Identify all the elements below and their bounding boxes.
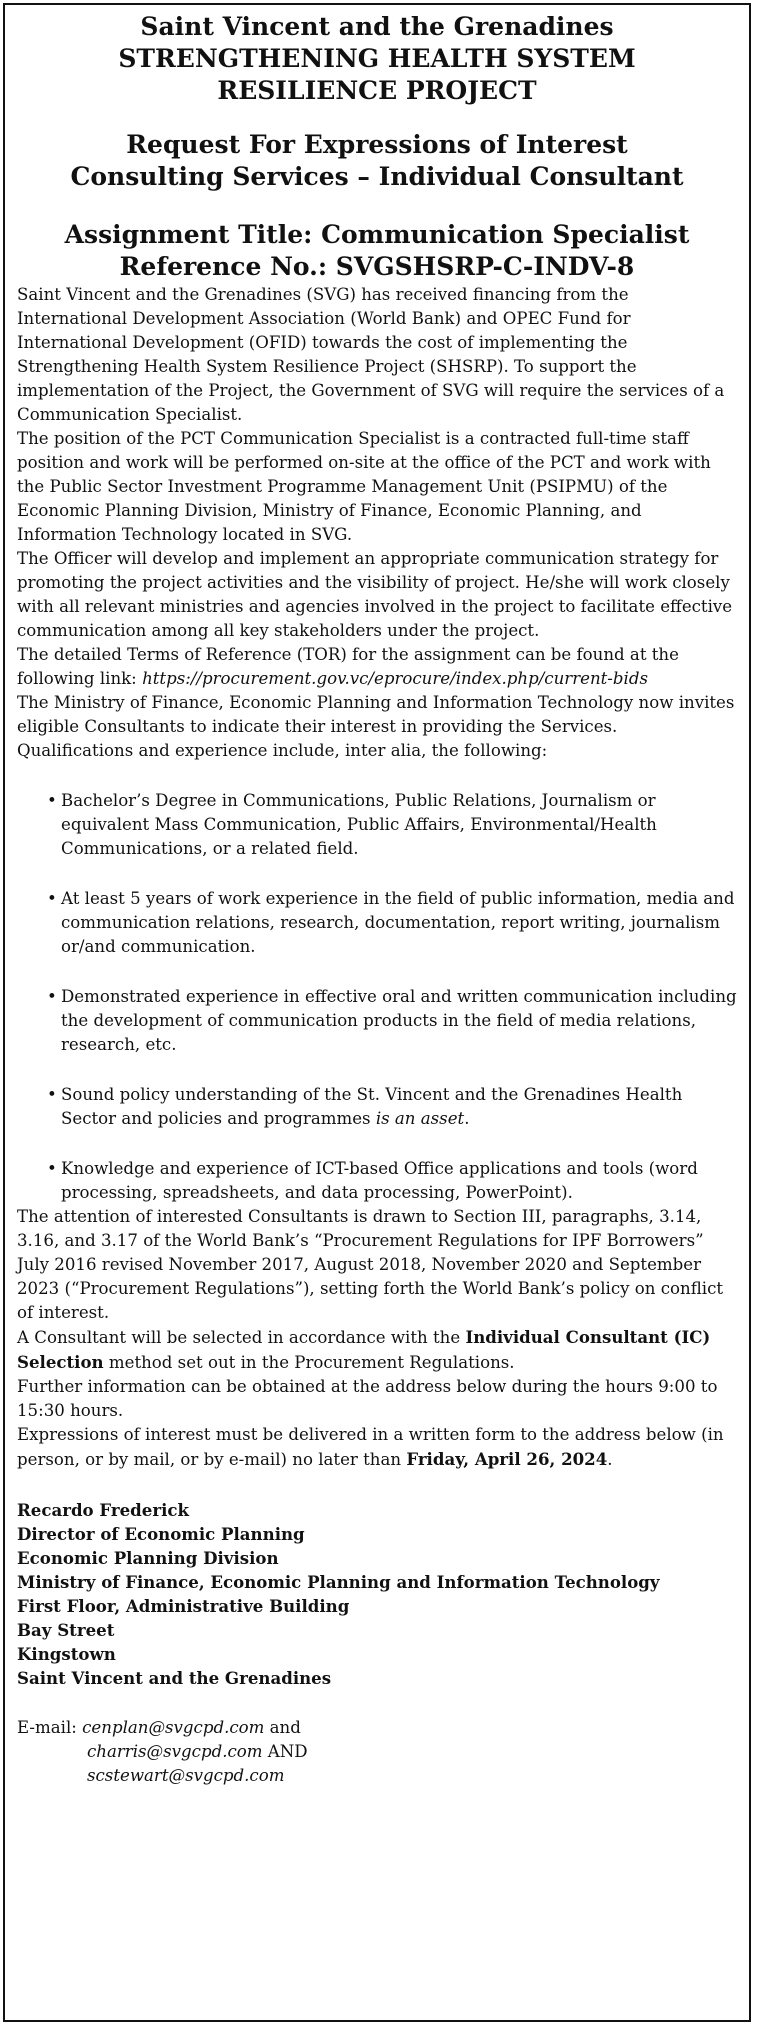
email-label: E-mail: bbox=[17, 1718, 83, 1737]
contact-title: Director of Economic Planning bbox=[17, 1524, 305, 1544]
qualification-policy-end: . bbox=[464, 1109, 470, 1128]
address-country: Saint Vincent and the Grenadines bbox=[17, 1668, 332, 1688]
list-item bbox=[17, 1157, 737, 1205]
country-heading bbox=[17, 11, 737, 107]
paragraph-position: The position of the PCT Communication Specialist is a contracted full-time staff position and work will be performed on-site at the office of the PCT and work with the Public Sector Investment Programme Management Unit (PSIPMU) of the Economic Planning Division, Ministry of Finance, Economic Planning, and Information Technology located in SVG. bbox=[17, 429, 711, 544]
address-street: Bay Street bbox=[17, 1620, 115, 1640]
email-join-AND: AND bbox=[262, 1742, 308, 1761]
qualification-ict: Knowledge and experience of ICT-based Office applications and tools (word processing, spreadsheets, and data processing, PowerPoint). bbox=[61, 1159, 698, 1202]
mailing-address bbox=[17, 1498, 737, 1690]
qualification-policy-asset: is an asset bbox=[375, 1109, 465, 1128]
assignment-heading bbox=[17, 219, 737, 283]
email-contacts bbox=[17, 1716, 737, 1788]
email-row-2 bbox=[17, 1740, 737, 1764]
bullet-icon: • bbox=[47, 1085, 57, 1104]
list-item bbox=[17, 789, 737, 861]
paragraph-hours: Further information can be obtained at the address below during the hours 9:00 to 15:30 hours. bbox=[17, 1377, 718, 1420]
email-link-scstewart[interactable]: scstewart@svgcpd.com bbox=[87, 1766, 285, 1785]
heading-assignment-title: Assignment Title: Communication Specialist bbox=[64, 220, 690, 249]
heading-services: Consulting Services – Individual Consultant bbox=[70, 162, 684, 191]
qualification-degree: Bachelor’s Degree in Communications, Public Relations, Journalism or equivalent Mass Communication, Public Affairs, Environmental/Health Communications, or a related field. bbox=[61, 791, 657, 858]
paragraph-tor bbox=[17, 643, 737, 691]
paragraph-duties: The Officer will develop and implement an appropriate communication strategy for promoting the project activities and the visibility of project. He/she will work closely with all relevant ministries and agencies involved in the project to facilitate effective communication among all key stakeholders under the project. bbox=[17, 549, 733, 640]
heading-reference-number: Reference No.: SVGSHSRP-C-INDV-8 bbox=[119, 252, 635, 281]
selection-text: A Consultant will be selected in accordance with the bbox=[17, 1328, 466, 1347]
heading-project-line1: STRENGTHENING HEALTH SYSTEM bbox=[118, 44, 636, 73]
advertisement-frame bbox=[3, 3, 751, 2022]
bullet-icon: • bbox=[47, 987, 57, 1006]
email-join-and: and bbox=[264, 1718, 301, 1737]
heading-request: Request For Expressions of Interest bbox=[126, 130, 628, 159]
email-link-cenplan[interactable]: cenplan@svgcpd.com bbox=[82, 1718, 265, 1737]
heading-country: Saint Vincent and the Grenadines bbox=[140, 12, 614, 41]
qualifications-list bbox=[17, 789, 737, 1205]
bullet-icon: • bbox=[47, 889, 57, 908]
bullet-icon: • bbox=[47, 791, 57, 810]
address-floor: First Floor, Administrative Building bbox=[17, 1596, 350, 1616]
paragraph-financing: Saint Vincent and the Grenadines (SVG) has received financing from the International Development Association (World Bank) and OPEC Fund for International Development (OFID) towards the cost of implementing the Strengthening Health System Resilience Project (SHSRP). To support the implementation of the Project, the Government of SVG will require the services of a Communication Specialist. bbox=[17, 285, 725, 424]
list-item bbox=[17, 1083, 737, 1131]
paragraph-deadline bbox=[17, 1423, 737, 1472]
address-city: Kingstown bbox=[17, 1644, 116, 1664]
selection-method: Individual Consultant (IC) Selection bbox=[17, 1327, 711, 1372]
paragraph-conflict-of-interest: The attention of interested Consultants is drawn to Section III, paragraphs, 3.14, 3.16, and 3.17 of the World Bank’s “Procurement Regulations for IPF Borrowers” July 2016 revised November 2017, August 2018, November 2020 and September 2023 (“Procurement Regulations”), setting forth the World Bank’s policy on conflict of interest. bbox=[17, 1207, 724, 1322]
email-row-3 bbox=[17, 1764, 737, 1788]
request-heading bbox=[17, 129, 737, 193]
heading-project-line2: RESILIENCE PROJECT bbox=[217, 76, 537, 105]
contact-name: Recardo Frederick bbox=[17, 1500, 189, 1520]
list-item bbox=[17, 887, 737, 959]
list-item bbox=[17, 985, 737, 1057]
deadline-end: . bbox=[607, 1450, 613, 1469]
deadline-text: Expressions of interest must be delivered in a written form to the address below (in person, or by mail, or by e-mail) no later than bbox=[17, 1425, 724, 1469]
email-link-charris[interactable]: charris@svgcpd.com bbox=[87, 1742, 263, 1761]
email-row-1 bbox=[17, 1716, 737, 1740]
bullet-icon: • bbox=[47, 1159, 57, 1178]
address-ministry: Ministry of Finance, Economic Planning and Information Technology bbox=[17, 1572, 660, 1592]
tor-link[interactable]: https://procurement.gov.vc/eprocure/index.php/current-bids bbox=[142, 669, 648, 688]
selection-text-end: method set out in the Procurement Regulations. bbox=[103, 1353, 515, 1372]
qualification-communication: Demonstrated experience in effective oral and written communication including the development of communication products in the field of media relations, research, etc. bbox=[61, 987, 737, 1054]
deadline-date: Friday, April 26, 2024 bbox=[406, 1449, 608, 1469]
qualification-experience: At least 5 years of work experience in the field of public information, media and communication relations, research, documentation, report writing, journalism or/and communication. bbox=[61, 889, 735, 956]
paragraph-invitation: The Ministry of Finance, Economic Planning and Information Technology now invites eligible Consultants to indicate their interest in providing the Services. Qualifications and experience include, inter alia, the following: bbox=[17, 693, 735, 760]
address-division: Economic Planning Division bbox=[17, 1548, 279, 1568]
qualification-policy: Sound policy understanding of the St. Vincent and the Grenadines Health Sector and policies and programmes bbox=[61, 1085, 683, 1128]
tor-text: The detailed Terms of Reference (TOR) for the assignment can be found at the following link: bbox=[17, 645, 679, 688]
paragraph-selection bbox=[17, 1325, 737, 1375]
